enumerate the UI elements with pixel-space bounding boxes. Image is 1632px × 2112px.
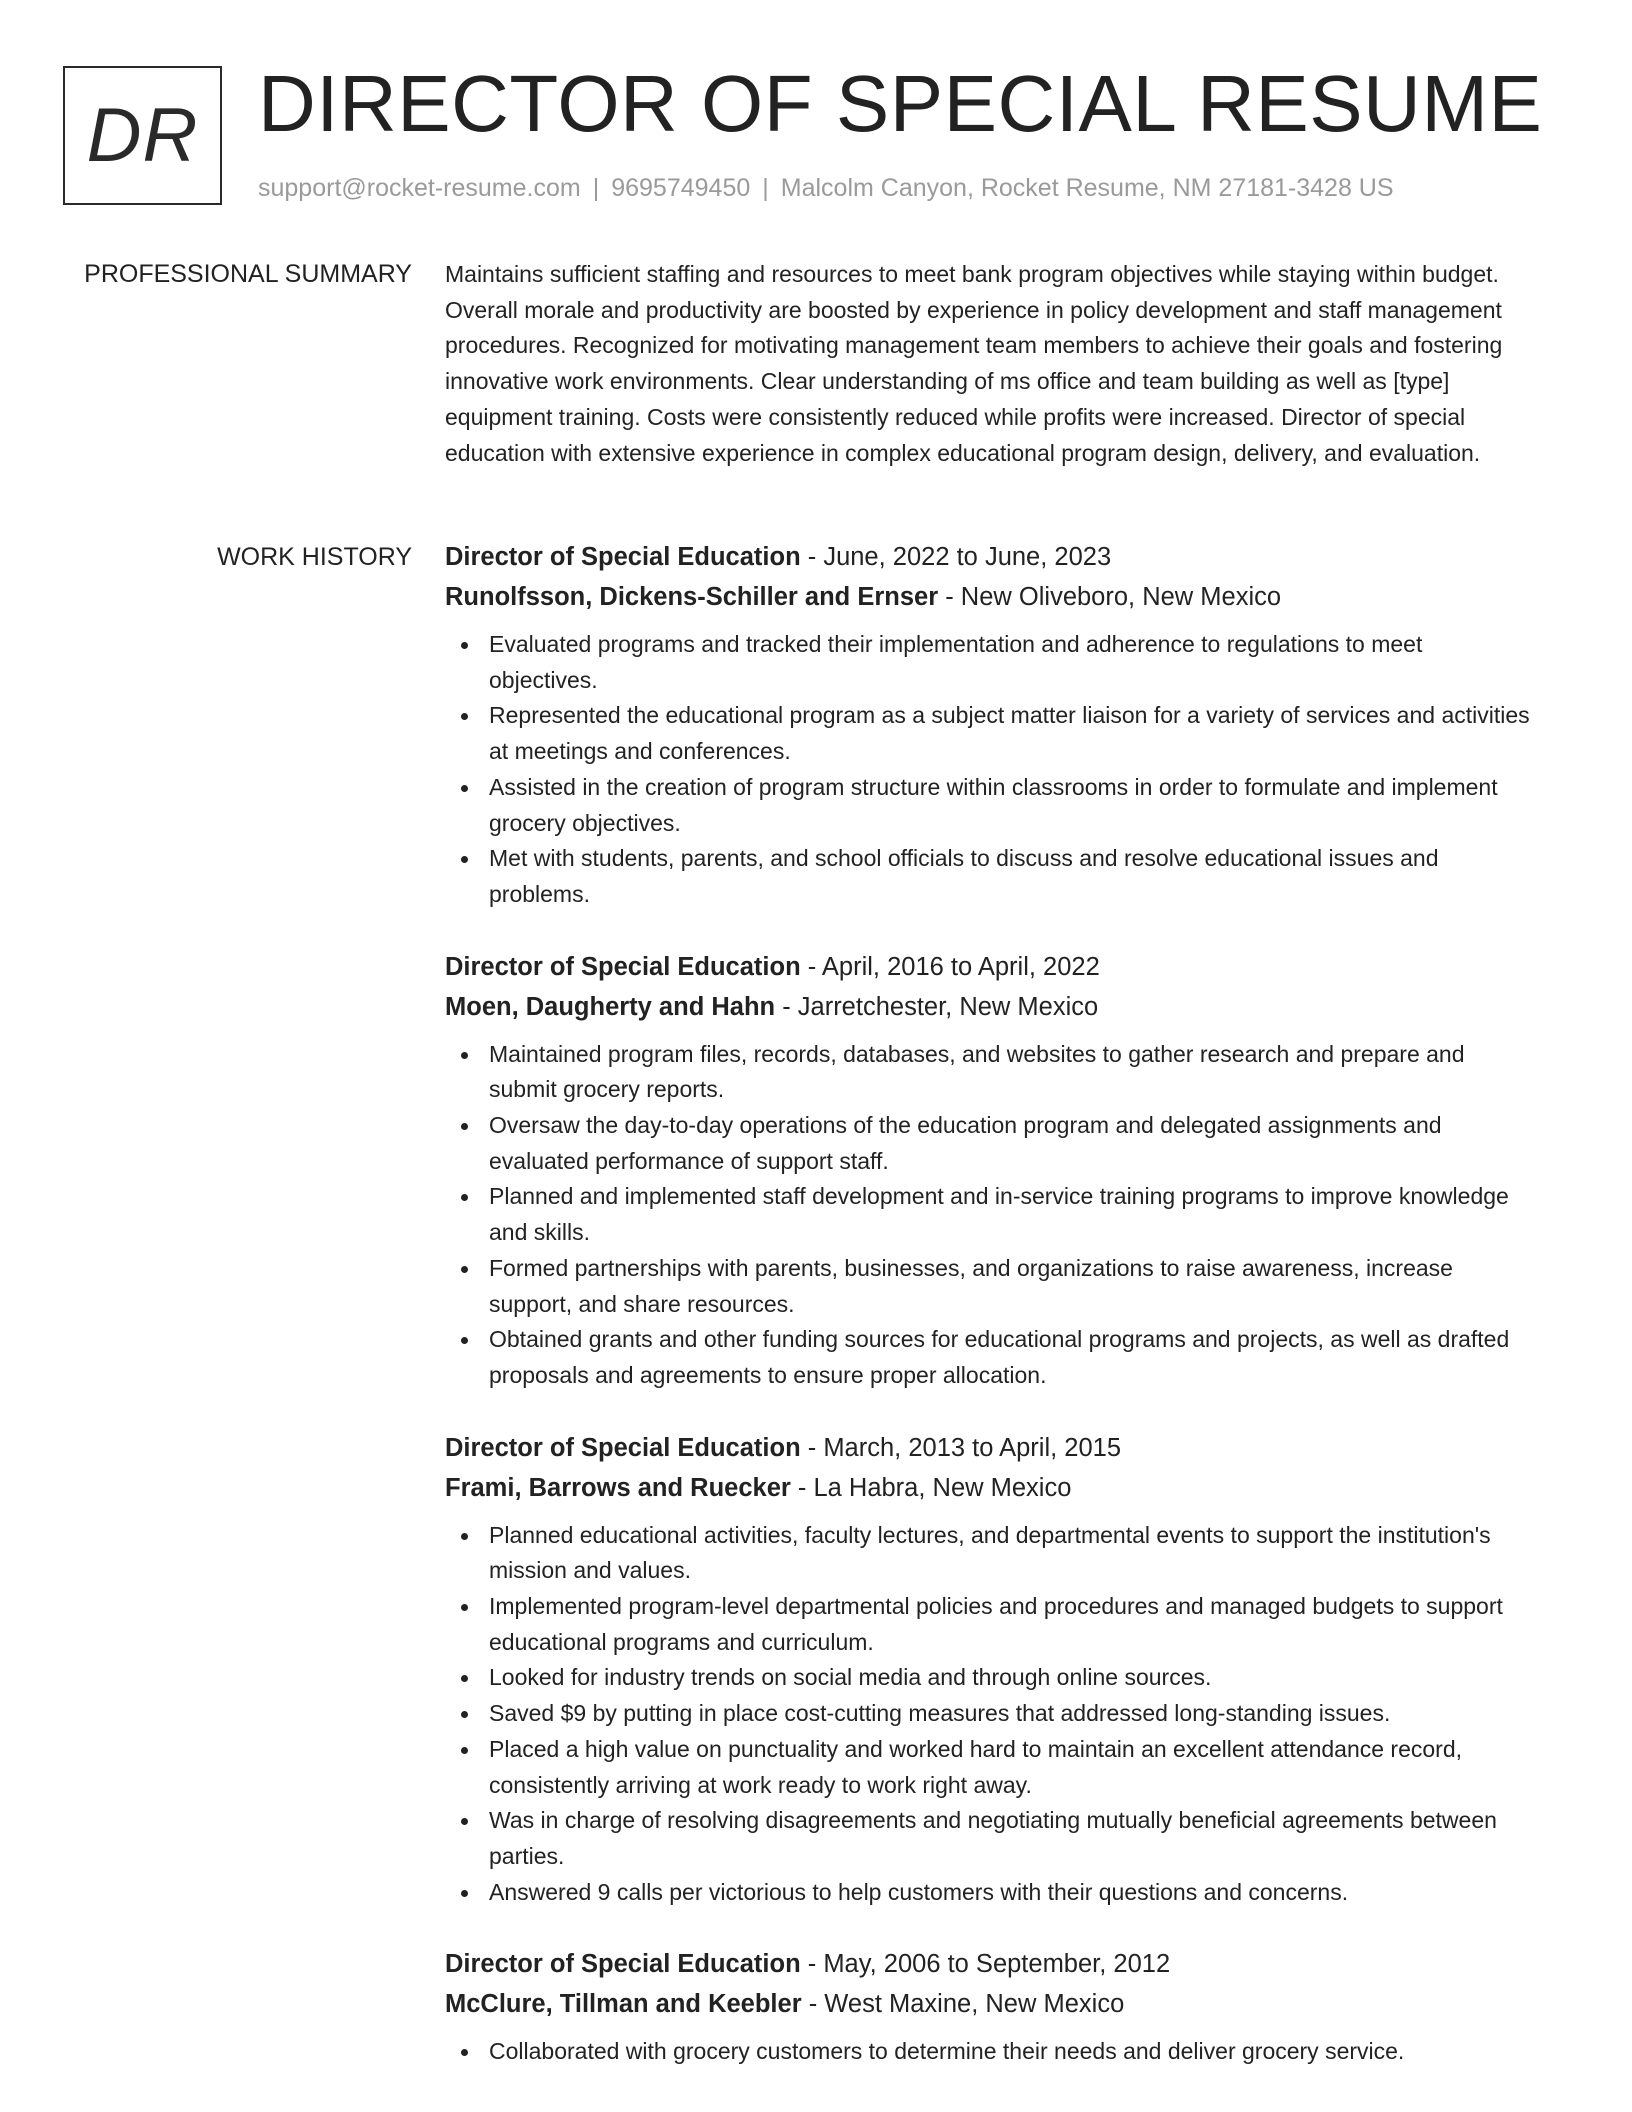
- work-history-label: WORK HISTORY: [217, 543, 412, 571]
- contact-phone: 9695749450: [611, 174, 751, 202]
- contact-line: [258, 172, 1394, 205]
- job-bullet: Implemented program-level departmental policies and procedures and managed budgets to support educational programs and curriculum.: [489, 1589, 1530, 1660]
- job-bullet: Collaborated with grocery customers to determine their needs and deliver grocery service.: [489, 2034, 1530, 2070]
- job-bullets: [445, 1518, 1530, 1911]
- job-location: - Jarretchester, New Mexico: [775, 992, 1099, 1021]
- contact-separator: |: [592, 174, 600, 202]
- job-dates: - May, 2006 to September, 2012: [800, 1950, 1171, 1979]
- job-bullet: Formed partnerships with parents, businesses, and organizations to raise awareness, increase support, and share resources.: [489, 1251, 1530, 1322]
- job-company-line: [445, 987, 1530, 1027]
- job-title: Director of Special Education: [445, 952, 801, 981]
- job-bullet: Saved $9 by putting in place cost-cutting measures that addressed long-standing issues.: [489, 1696, 1530, 1732]
- job-company-line: [445, 1468, 1530, 1508]
- job-title: Director of Special Education: [445, 543, 801, 571]
- job-title-line: [445, 1944, 1530, 1984]
- job-bullet: Met with students, parents, and school officials to discuss and resolve educational issues and problems.: [489, 841, 1530, 912]
- job-bullet: Oversaw the day-to-day operations of the education program and delegated assignments and evaluated performance of support staff.: [489, 1108, 1530, 1179]
- contact-separator: |: [762, 174, 769, 202]
- job-company: Frami, Barrows and Ruecker: [445, 1473, 791, 1502]
- job-location: - La Habra, New Mexico: [790, 1473, 1072, 1502]
- job-bullet: Looked for industry trends on social media and through online sources.: [489, 1660, 1530, 1696]
- summary-body: [445, 257, 1530, 471]
- job-entry: [445, 1944, 1530, 2070]
- job-entry: [445, 947, 1530, 1394]
- job-title-line: [445, 1428, 1530, 1468]
- job-company: McClure, Tillman and Keebler: [445, 1990, 802, 2019]
- job-bullet: Evaluated programs and tracked their implementation and adherence to regulations to meet objectives.: [489, 627, 1530, 698]
- job-company: Moen, Daugherty and Hahn: [445, 992, 776, 1021]
- contact-address: Malcolm Canyon, Rocket Resume, NM 27181-3428 US: [780, 174, 1394, 202]
- job-dates: - March, 2013 to April, 2015: [800, 1433, 1121, 1462]
- job-bullet: Maintained program files, records, databases, and websites to gather research and prepare and submit grocery reports.: [489, 1037, 1530, 1108]
- contact-email: support@rocket-resume.com: [258, 174, 581, 202]
- monogram-box: [63, 66, 222, 205]
- job-bullets: [445, 627, 1530, 913]
- summary-text: Maintains sufficient staffing and resources to meet bank program objectives while staying within budget. Overall morale and productivity are boosted by experience in policy development and staff management procedures. Recognized for motivating management team members to achieve their goals and fostering innovative work environments. Clear understanding of ms office and team building as well as [type] equipment training. Costs were consistently reduced while profits were increased. Director of special education with extensive experience in complex educational program design, delivery, and evaluation.: [445, 261, 1503, 466]
- job-location: - New Oliveboro, New Mexico: [938, 583, 1282, 611]
- job-company: Runolfsson, Dickens-Schiller and Ernser: [445, 583, 939, 611]
- job-bullet: Assisted in the creation of program structure within classrooms in order to formulate and implement grocery objectives.: [489, 770, 1530, 841]
- job-bullet: Planned educational activities, faculty lectures, and departmental events to support the institution's mission and values.: [489, 1518, 1530, 1589]
- job-company-line: [445, 577, 1530, 617]
- job-bullet: Was in charge of resolving disagreements and negotiating mutually beneficial agreements between parties.: [489, 1803, 1530, 1874]
- monogram-initials: DR: [86, 93, 199, 178]
- job-title: Director of Special Education: [445, 1950, 801, 1979]
- job-location: - West Maxine, New Mexico: [801, 1990, 1125, 2019]
- job-entry: [445, 1428, 1530, 1911]
- job-bullet: Represented the educational program as a subject matter liaison for a variety of services and activities at meetings and conferences.: [489, 698, 1530, 769]
- summary-label: PROFESSIONAL SUMMARY: [84, 260, 412, 288]
- job-bullet: Obtained grants and other funding sources for educational programs and projects, as well as drafted proposals and agreements to ensure proper allocation.: [489, 1322, 1530, 1393]
- job-bullets: [445, 2034, 1530, 2070]
- job-title-line: [445, 537, 1530, 577]
- job-title: Director of Special Education: [445, 1433, 801, 1462]
- job-title-line: [445, 947, 1530, 987]
- job-bullet: Planned and implemented staff development and in-service training programs to improve knowledge and skills.: [489, 1179, 1530, 1250]
- job-company-line: [445, 1984, 1530, 2024]
- job-bullets: [445, 1037, 1530, 1394]
- job-dates: - June, 2022 to June, 2023: [800, 543, 1112, 571]
- job-entry: [445, 537, 1530, 913]
- job-bullet: Placed a high value on punctuality and worked hard to maintain an excellent attendance record, consistently arriving at work ready to work right away.: [489, 1732, 1530, 1803]
- work-history-body: [445, 537, 1530, 2104]
- resume-name: DIRECTOR OF SPECIAL RESUME: [258, 59, 1543, 148]
- job-dates: - April, 2016 to April, 2022: [800, 952, 1100, 981]
- job-bullet: Answered 9 calls per victorious to help customers with their questions and concerns.: [489, 1875, 1530, 1911]
